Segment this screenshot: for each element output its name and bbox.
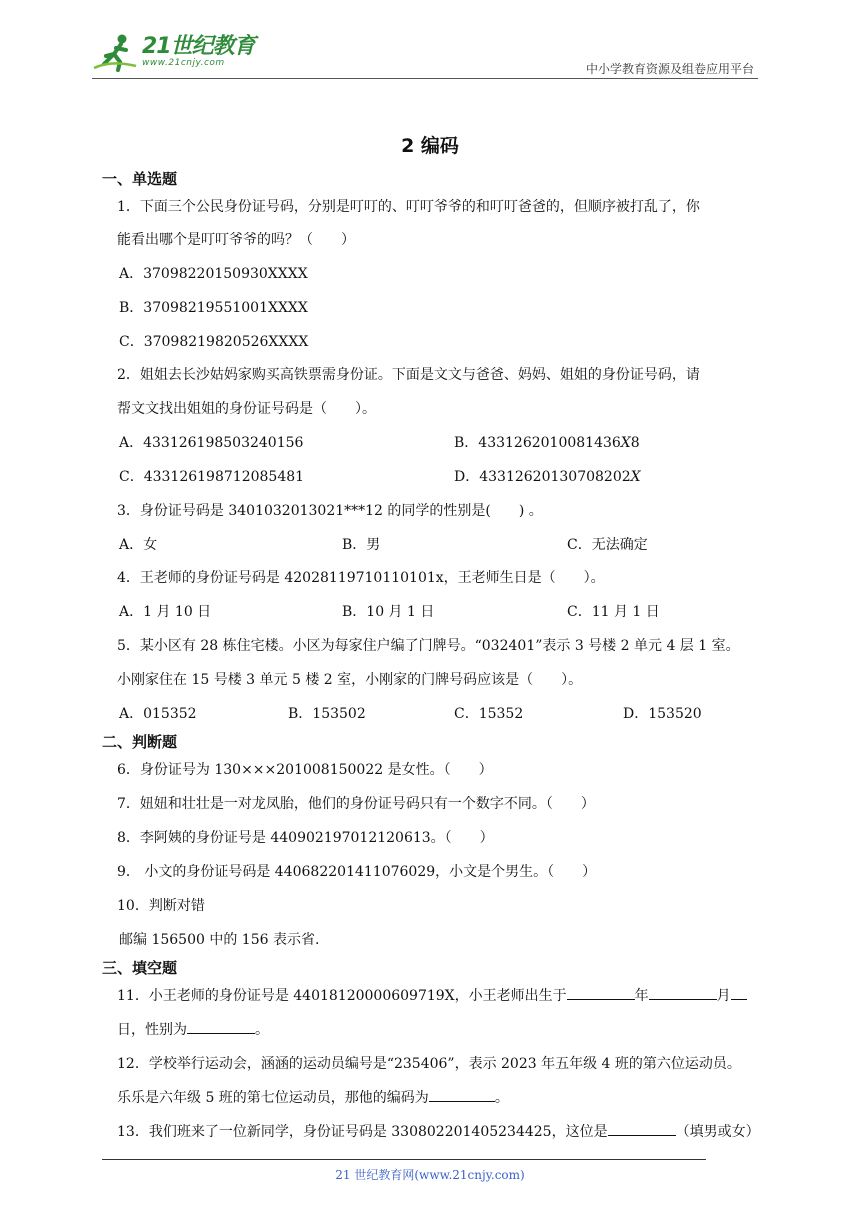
question-11-text-4: 日，性别为 [117,1022,187,1038]
runner-logo-icon [92,32,138,72]
question-11-day-blank[interactable] [731,985,747,1000]
question-4-option-b: B．10 月 1 日 [342,604,435,620]
question-12-code-blank[interactable] [429,1087,495,1102]
question-5-option-a: A．015352 [119,706,197,722]
footer-link[interactable]: 21 世纪教育网(www.21cnjy.com) [335,1168,525,1182]
question-12-line-1: 12．学校举行运动会，涵涵的运动员编号是“235406”，表示 2023 年五年级 4 班的第六位运动员。 [117,1056,741,1072]
section-heading-single-choice: 一、单选题 [102,170,178,188]
question-11-text-1: 11．小王老师的身份证号是 44018120000609719X，小王老师出生于 [117,988,567,1004]
platform-caption: 中小学教育资源及组卷应用平台 [585,62,754,76]
question-3-line-1: 3．身份证号码是 3401032013021***12 的同学的性别是( ) 。 [117,503,543,519]
question-11-gender-blank[interactable] [187,1019,255,1034]
question-2-option-b: B．4331262010081436𝑋8 [454,435,640,451]
question-12-text-1: 乐乐是六年级 5 班的第七位运动员，那他的编码为 [117,1090,429,1106]
question-3-option-c: C．无法确定 [567,537,648,553]
question-1-option-a: A．37098220150930XXXX [119,266,308,282]
question-5-line-1: 5．某小区有 28 栋住宅楼。小区为每家住户编了门牌号。“032401”表示 3 号楼 2 单元 4 层 1 室。 [117,638,740,654]
question-1-line-2: 能看出哪个是叮叮爷爷的吗？（ ） [117,232,355,248]
question-2-option-a: A．433126198503240156 [119,435,304,451]
question-4-option-c: C．11 月 1 日 [567,604,660,620]
site-logo [92,32,255,72]
footer-divider [102,1159,706,1160]
question-13-line-1 [117,1121,760,1141]
section-heading-true-false: 二、判断题 [102,733,178,751]
question-1-option-b: B．37098219551001XXXX [119,300,308,316]
question-11-text-3: 月 [716,988,731,1004]
question-13-text-1: 13．我们班来了一位新同学，身份证号码是 330802201405234425，这位是 [117,1124,608,1140]
question-5-line-2: 小刚家住在 15 号楼 3 单元 5 楼 2 室，小刚家的门牌号码应该是（ ）。 [117,672,583,688]
question-8: 8．李阿姨的身份证号是 440902197012120613。（ ） [117,830,494,846]
question-1-option-c: C．37098219820526XXXX [119,334,309,350]
question-10-line-1: 10．判断对错 [117,898,205,914]
question-1-line-1: 1．下面三个公民身份证号码，分别是叮叮的、叮叮爷爷的和叮叮爸爸的，但顺序被打乱了，你 [117,199,700,215]
question-2-line-2: 帮文文找出姐姐的身份证号码是（ ）。 [117,401,376,417]
question-6: 6．身份证号为 130×××201008150022 是女性。（ ） [117,762,493,778]
page-title: 2 编码 [401,135,459,157]
question-4-line-1: 4．王老师的身份证号码是 42028119710110101x，王老师生日是（ ）。 [117,570,605,586]
question-13-gender-blank[interactable] [608,1121,676,1136]
question-13-text-2: （填男或女） [675,1124,760,1140]
question-11-text-2: 年 [634,988,649,1004]
header-divider [92,78,758,79]
question-12-text-2: 。 [494,1090,509,1106]
question-2-option-c: C．433126198712085481 [119,469,305,485]
question-5-option-d: D．153520 [623,706,702,722]
question-7: 7．妞妞和壮壮是一对龙凤胎，他们的身份证号码只有一个数字不同。（ ） [117,796,595,812]
question-5-option-b: B．153502 [288,706,366,722]
question-11-year-blank[interactable] [567,985,635,1000]
page-header [92,28,758,78]
question-2-line-1: 2．姐姐去长沙姑妈家购买高铁票需身份证。下面是文文与爸爸、妈妈、姐姐的身份证号码，请 [117,367,700,383]
question-4-option-a: A．1 月 10 日 [119,604,212,620]
question-3-option-b: B．男 [342,537,381,553]
section-heading-fill-blank: 三、填空题 [102,959,178,977]
question-2-option-d: D．43312620130708202𝑋 [454,469,641,485]
question-5-option-c: C．15352 [454,706,524,722]
question-9: 9． 小文的身份证号码是 440682201411076029，小文是个男生。（ ） [117,864,597,880]
question-10-line-2: 邮编 156500 中的 156 表示省. [119,932,320,948]
question-11-line-1 [117,985,747,1005]
question-11-month-blank[interactable] [649,985,717,1000]
logo-url: www.21cnjy.com [142,57,225,68]
question-3-option-a: A．女 [119,537,158,553]
question-11-line-2 [117,1019,269,1039]
logo-wordmark: 21世纪教育 [142,33,255,59]
question-12-line-2 [117,1087,509,1107]
question-11-text-5: 。 [255,1022,269,1038]
